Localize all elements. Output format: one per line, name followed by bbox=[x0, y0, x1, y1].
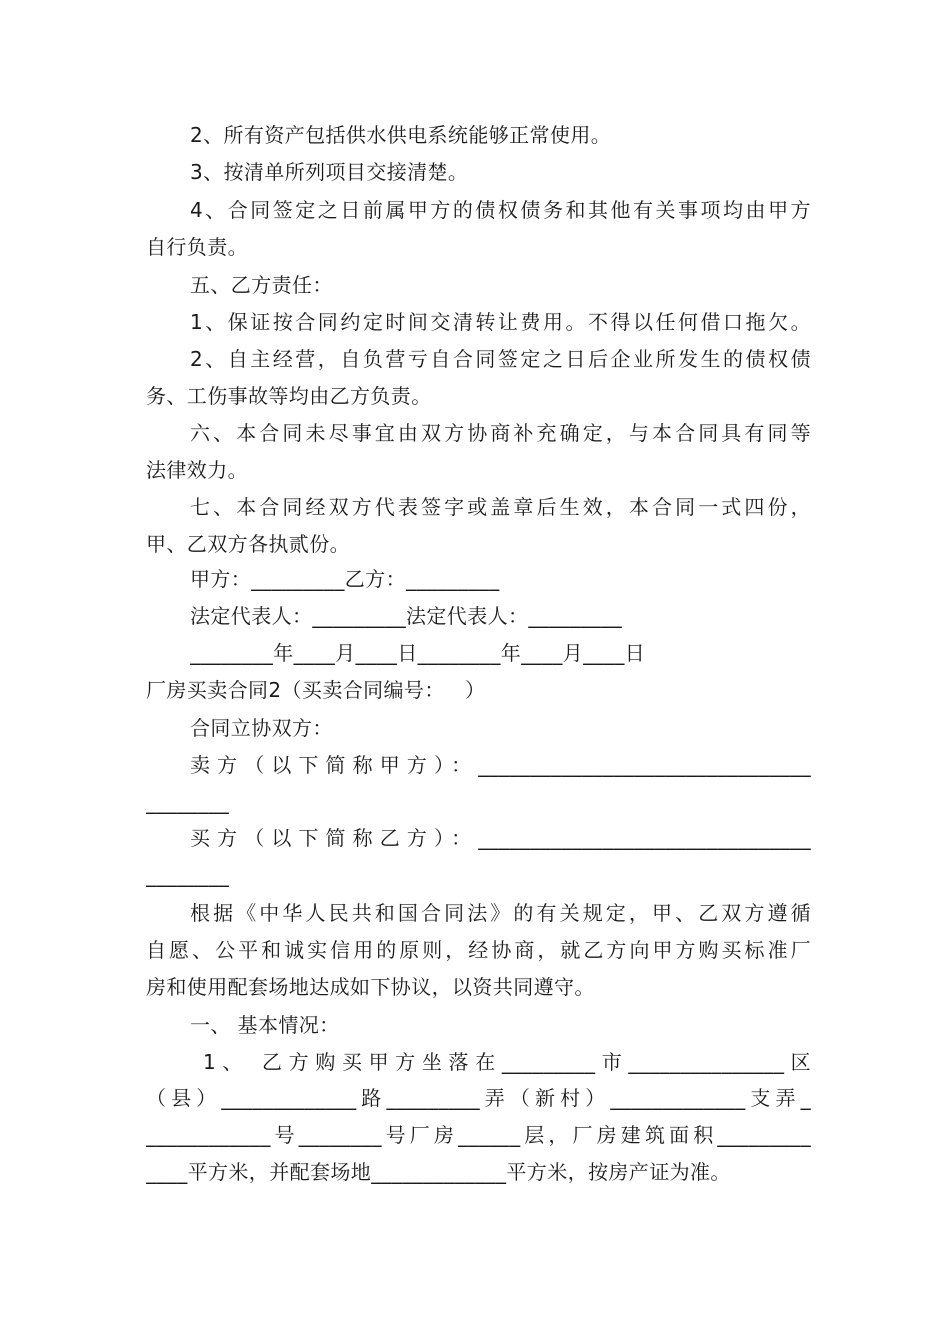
clause-line: 甲、乙双方各执贰份。 bbox=[146, 532, 350, 556]
seller-line-continued: ________ bbox=[146, 790, 230, 814]
section-heading: 五、乙方责任： bbox=[190, 273, 333, 297]
preamble-line: 根据《中华人民共和国合同法》的有关规定，甲、乙双方遵循 bbox=[190, 901, 811, 925]
clause-line: 3、按清单所列项目交接清楚。 bbox=[190, 160, 469, 184]
preamble-line: 自愿、公平和诚实信用的原则，经协商，就乙方向甲方购买标准厂 bbox=[146, 938, 811, 962]
property-line: 1、 乙方购买甲方坐落在_________市_______________区 bbox=[190, 1050, 811, 1074]
contract-title: 厂房买卖合同2（买卖合同编号： ） bbox=[146, 678, 486, 702]
seller-line: 卖方（以下简称甲方）：________________________________ bbox=[190, 753, 811, 777]
signature-representatives-line: 法定代表人：_________法定代表人：_________ bbox=[190, 604, 622, 628]
property-line: （县）_____________路_________弄（新村）_____________支弄_ bbox=[146, 1086, 811, 1110]
clause-line: 法律效力。 bbox=[146, 458, 248, 482]
buyer-line-continued: ________ bbox=[146, 863, 230, 887]
clause-line: 4、合同签定之日前属甲方的债权债务和其他有关事项均由甲方 bbox=[190, 198, 811, 222]
clause-line: 2、所有资产包括供水供电系统能够正常使用。 bbox=[190, 123, 612, 147]
section-heading: 一、 基本情况： bbox=[190, 1013, 340, 1037]
buyer-line: 买方（以下简称乙方）：________________________________ bbox=[190, 826, 811, 850]
signature-date-line: ________年____月____日________年____月____日 bbox=[190, 641, 646, 665]
clause-line: 六、本合同未尽事宜由双方协商补充确定，与本合同具有同等 bbox=[190, 421, 811, 445]
clause-line: 自行负责。 bbox=[146, 235, 248, 259]
clause-line: 七、本合同经双方代表签字或盖章后生效，本合同一式四份， bbox=[190, 495, 811, 519]
parties-heading: 合同立协双方： bbox=[190, 716, 333, 740]
clause-line: 1、保证按合同约定时间交清转让费用。不得以任何借口拖欠。 bbox=[190, 310, 811, 334]
signature-parties-line: 甲方：_________乙方：_________ bbox=[190, 567, 500, 591]
property-line: ____________号________号厂房______层，厂房建筑面积_________ bbox=[146, 1123, 811, 1147]
preamble-line: 房和使用配套场地达成如下协议，以资共同遵守。 bbox=[146, 975, 595, 999]
property-line: ____平方米，并配套场地_____________平方米，按房产证为准。 bbox=[146, 1160, 731, 1184]
clause-line: 2、自主经营，自负营亏自合同签定之日后企业所发生的债权债 bbox=[190, 347, 811, 371]
clause-line: 务、工伤事故等均由乙方负责。 bbox=[146, 384, 432, 408]
